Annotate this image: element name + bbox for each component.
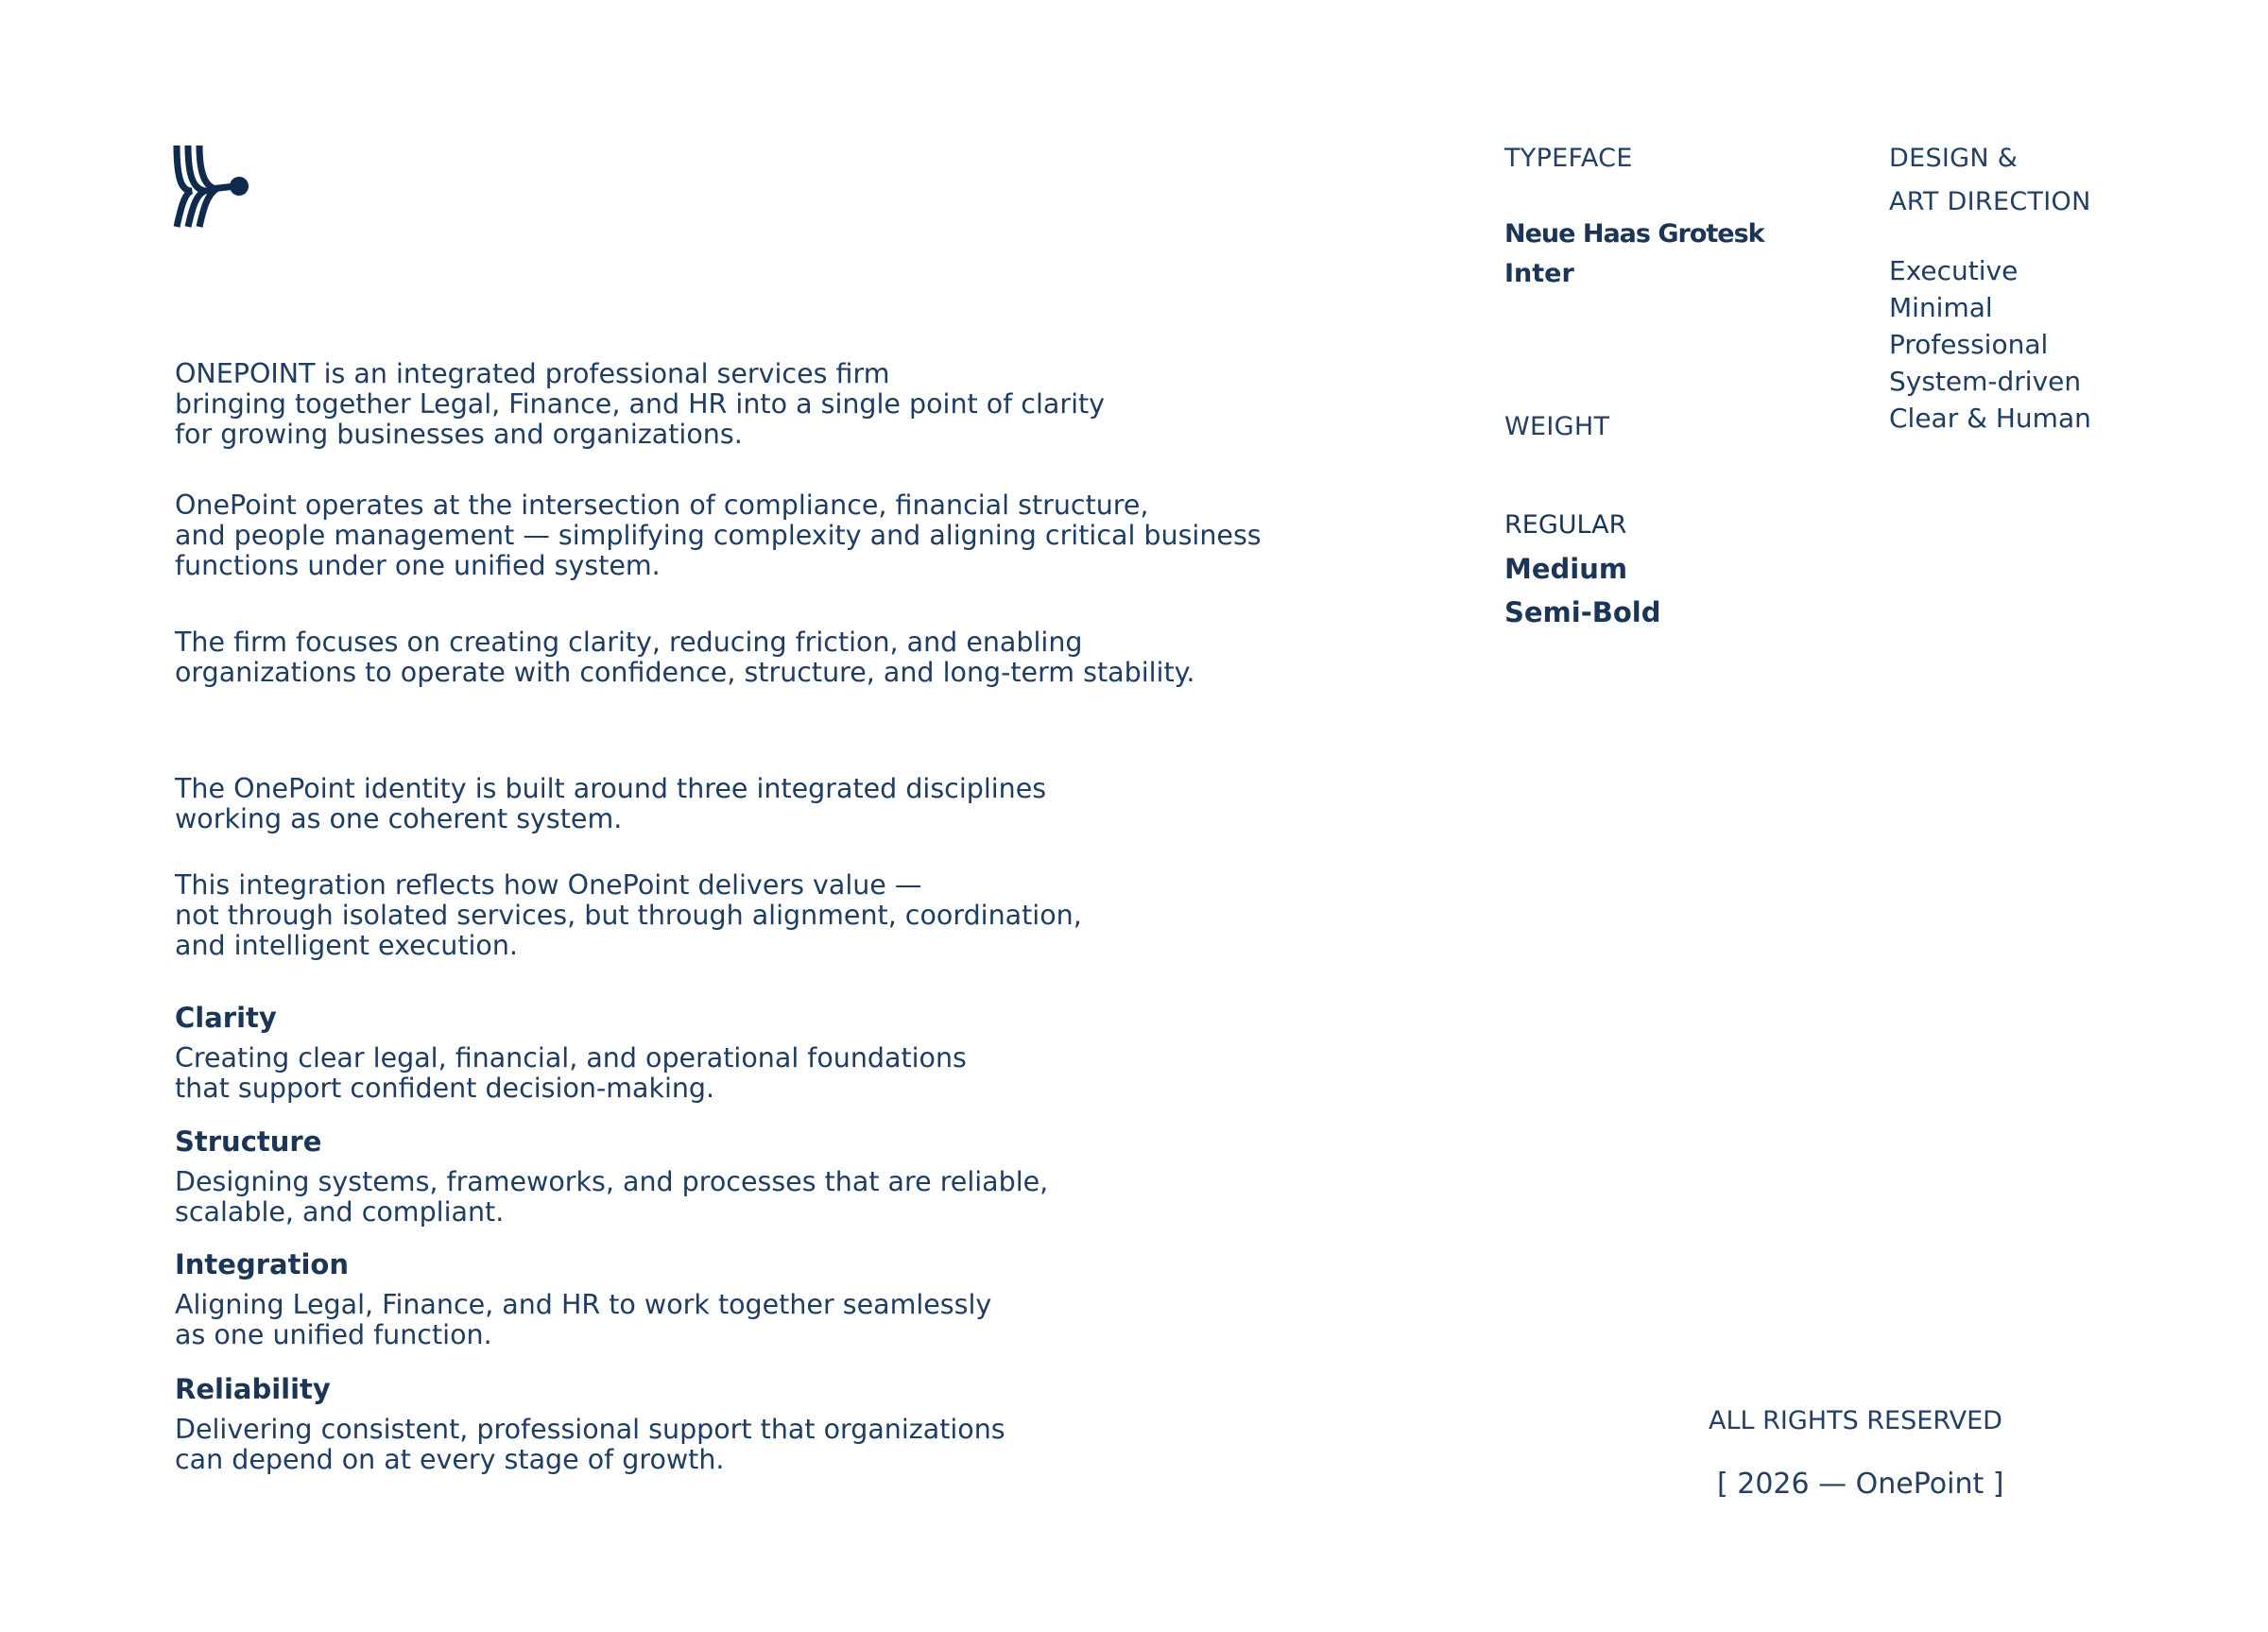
art-direction-label-line2: ART DIRECTION — [1889, 187, 2091, 216]
value-title: Integration — [175, 1248, 349, 1280]
intro-paragraph-2: OnePoint operates at the intersection of compliance, financial structure, and people management — simplifying complexity and aligning critical business functions under one unified system. — [175, 490, 1262, 581]
value-description: Delivering consistent, professional support that organizations can depend on at every stage of growth. — [175, 1414, 1005, 1475]
typeface-section — [1504, 137, 1845, 294]
font-neue-haas-grotesk: Neue Haas Grotesk — [1504, 219, 1764, 249]
intro-paragraph-3: The firm focuses on creating clarity, reducing friction, and enabling organizations to operate with confidence, structure, and long-term stability. — [175, 627, 1195, 688]
font-inter: Inter — [1504, 259, 1574, 288]
value-integration — [175, 1248, 1309, 1350]
weight-regular: REGULAR — [1504, 510, 1627, 540]
intro-paragraph-1: ONEPOINT is an integrated professional services firm bringing together Legal, Finance, and HR into a single point of clarity for growing businesses and organizations. — [175, 358, 1106, 450]
weight-label: WEIGHT — [1504, 412, 1610, 441]
direction-item: System-driven — [1889, 366, 2082, 397]
onepoint-logo — [173, 144, 250, 229]
direction-item: Clear & Human — [1889, 403, 2091, 434]
art-direction-section — [1889, 137, 2229, 437]
rights-reserved: ALL RIGHTS RESERVED — [1709, 1406, 2002, 1435]
copyright: [ 2026 — OnePoint ] — [1717, 1468, 2004, 1501]
value-description: Designing systems, frameworks, and processes that are reliable, scalable, and compliant. — [175, 1166, 1049, 1228]
weight-medium: Medium — [1504, 553, 1628, 585]
identity-paragraph-2: This integration reflects how OnePoint delivers value — not through isolated services, but through alignment, coordination, and intelligent execution. — [175, 869, 1082, 961]
typeface-label: TYPEFACE — [1504, 144, 1633, 173]
direction-item: Professional — [1889, 329, 2049, 360]
value-reliability — [175, 1373, 1309, 1475]
direction-item: Minimal — [1889, 292, 1993, 323]
value-title: Reliability — [175, 1373, 331, 1405]
identity-paragraph-1: The OnePoint identity is built around three integrated disciplines working as one coherent system. — [175, 773, 1047, 834]
weight-semi-bold: Semi-Bold — [1504, 596, 1661, 628]
value-structure — [175, 1125, 1309, 1228]
weight-section — [1504, 405, 1845, 634]
value-description: Creating clear legal, financial, and operational foundations that support confident decision-making. — [175, 1042, 967, 1104]
value-clarity — [175, 1002, 1309, 1104]
value-title: Clarity — [175, 1002, 277, 1034]
direction-item: Executive — [1889, 255, 2019, 286]
art-direction-label-line1: DESIGN & — [1889, 144, 2019, 173]
value-title: Structure — [175, 1125, 322, 1158]
value-description: Aligning Legal, Finance, and HR to work together seamlessly as one unified function. — [175, 1289, 992, 1350]
